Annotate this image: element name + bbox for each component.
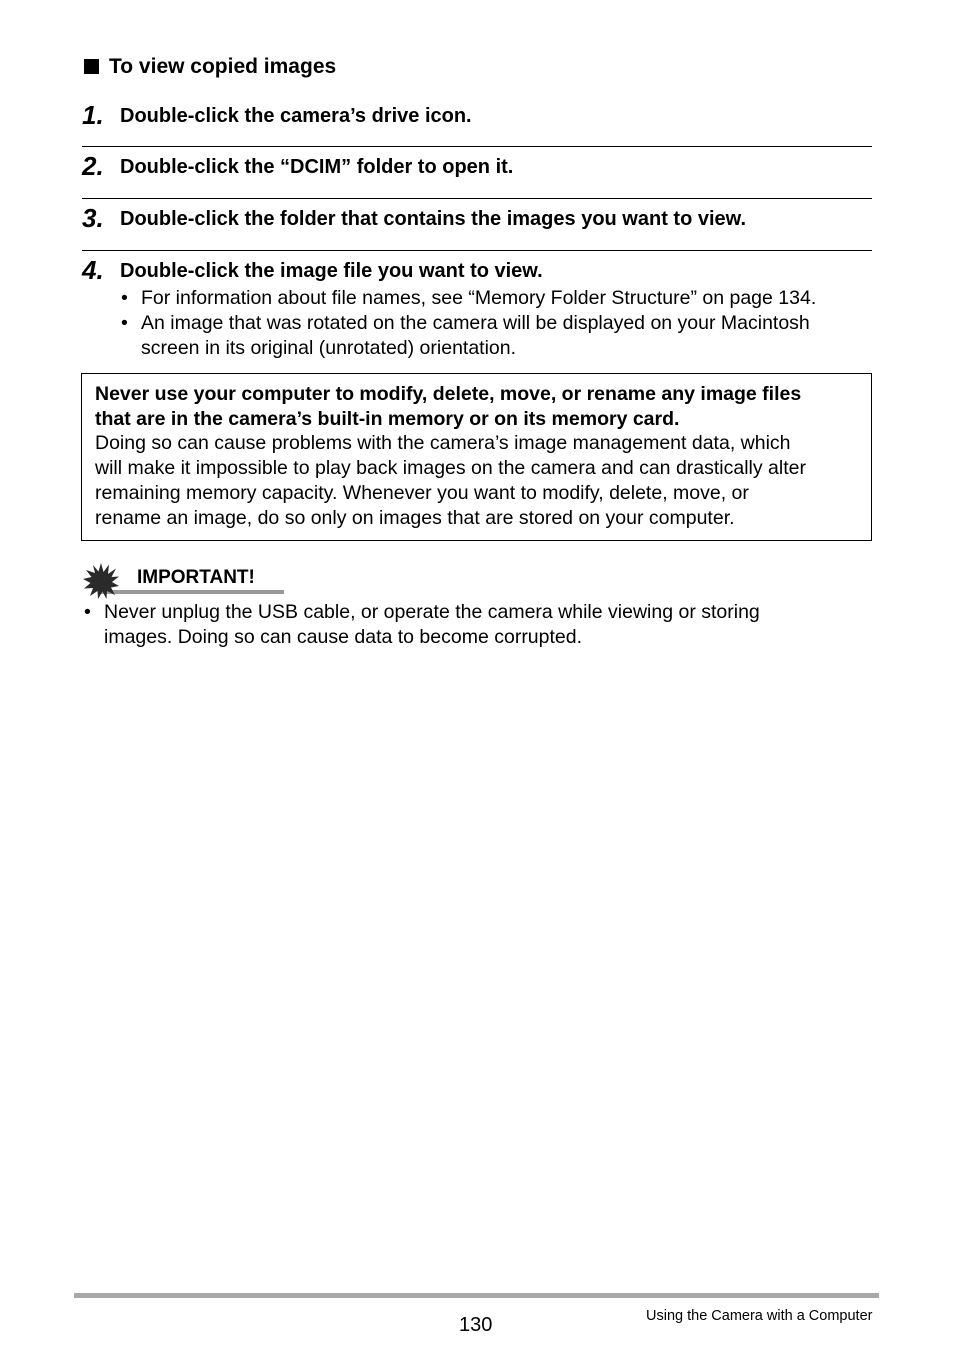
warning-title-line: that are in the camera’s built-in memory or on its memory card. [95, 408, 680, 430]
warning-body-line: remaining memory capacity. Whenever you want to modify, delete, move, or [95, 482, 749, 504]
warning-body-line: Doing so can cause problems with the camera’s image management data, which [95, 432, 791, 454]
divider [82, 146, 872, 147]
step-number: 2. [82, 151, 104, 181]
step-number: 3. [82, 203, 104, 233]
step-text: Double-click the folder that contains the images you want to view. [120, 208, 747, 230]
square-bullet-icon [84, 59, 99, 74]
section-title: To view copied images [109, 55, 337, 78]
warning-body [95, 431, 806, 531]
step-text: Double-click the camera’s drive icon. [120, 105, 472, 127]
divider [82, 250, 872, 251]
section-heading [84, 54, 336, 80]
warning-body-line: rename an image, do so only on images that are stored on your computer. [95, 507, 735, 529]
step-number: 1. [82, 100, 104, 130]
step-number: 4. [82, 255, 104, 285]
bullet-text: Never unplug the USB cable, or operate the camera while viewing or storing [104, 601, 760, 623]
bullet-dot: • [121, 312, 128, 334]
step-text: Double-click the image file you want to view. [120, 260, 543, 282]
important-label: IMPORTANT! [137, 567, 255, 588]
footer-rule [74, 1293, 879, 1298]
important-underline [100, 590, 284, 594]
warning-body-line: will make it impossible to play back images on the camera and can drastically alter [95, 457, 806, 479]
bullet-dot: • [84, 601, 91, 623]
divider [82, 198, 872, 199]
bullet-text: images. Doing so can cause data to become corrupted. [104, 626, 583, 648]
bullet-dot: • [121, 287, 128, 309]
starburst-icon [82, 562, 120, 600]
bullet-text: screen in its original (unrotated) orientation. [141, 337, 517, 359]
bullet-text: An image that was rotated on the camera will be displayed on your Macintosh [141, 312, 810, 334]
warning-title-line: Never use your computer to modify, delete, move, or rename any image files [95, 383, 802, 405]
warning-box [81, 373, 872, 541]
chapter-title: Using the Camera with a Computer [646, 1308, 873, 1324]
step-text: Double-click the “DCIM” folder to open it. [120, 156, 514, 178]
page-number: 130 [459, 1314, 493, 1336]
warning-title [95, 382, 801, 432]
bullet-text: For information about file names, see “Memory Folder Structure” on page 134. [141, 287, 817, 309]
